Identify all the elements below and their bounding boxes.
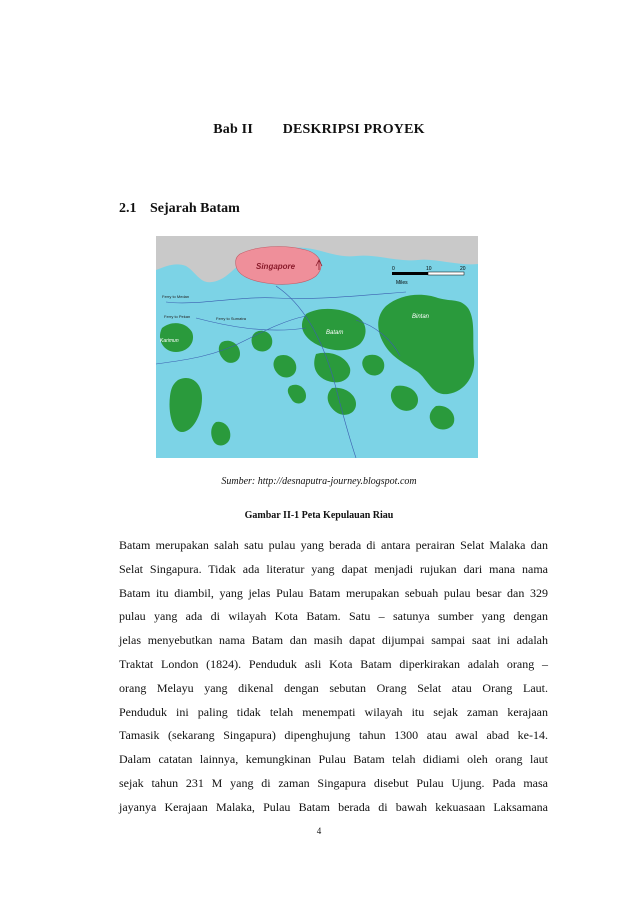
map-label-ferry-pekan: Ferry to Pekan [164,314,191,319]
paragraph-line: Dalam catatan lainnya, kemungkinan Pulau Batam telah didiami oleh orang laut [119,752,548,767]
paragraph-line: Batam itu diambil, yang jelas Pulau Batam merupakan sebuah pulau besar dan 329 [119,585,548,600]
body-paragraph [119,534,548,820]
paragraph-line: Penduduk ini paling tidak telah menempati wilayah itu sejak zaman kerajaan [119,704,548,719]
page-number: 4 [316,826,322,836]
map-scale-10: 10 [426,266,432,272]
riau-islands-map [156,236,478,458]
paragraph-line: Tamasik (sekarang Singapura) dipenghujung tahun 1300 atau awal abad ke-14. [119,728,548,743]
map-scale-unit: Miles [396,280,408,286]
paragraph-line: sejak tahun 231 M yang di zaman Singapura disebut Pulau Ujung. Pada masa [119,775,548,790]
map-label-singapore: Singapore [256,262,296,271]
paragraph-line: Selat Singapura. Tidak ada literatur yang dapat menjadi rujukan dari mana nama [119,561,548,576]
figure-source: Sumber: http://desnaputra-journey.blogspot.com [221,476,417,487]
map-scale-20: 20 [460,266,466,272]
section-heading [119,201,240,217]
section-number: 2.1 [119,201,137,216]
chapter-title: DESKRIPSI PROYEK [282,122,425,137]
map-label-ferry-medan: Ferry to Medan [162,294,190,299]
section-title: Sejarah Batam [150,201,240,216]
paragraph-line: pulau yang ada di wilayah Kota Batam. Satu – satunya sumber yang dengan [119,609,548,624]
map-label-ferry-sumatra: Ferry to Sumatra [216,316,247,321]
map-label-batam: Batam [326,330,344,336]
map-label-bintan: Bintan [412,314,430,320]
paragraph-line: Batam merupakan salah satu pulau yang berada di antara perairan Selat Malaka dan [119,538,548,552]
paragraph-line: jayanya Kerajaan Malaka, Pulau Batam berada di bawah kekuasaan Laksamana [119,799,548,814]
paragraph-line: orang Melayu yang dikenal dengan sebutan Orang Selat atau Orang Laut. [119,680,548,695]
map-scale-0: 0 [392,266,395,272]
map-label-karimun: Karimun [160,338,179,344]
paragraph-line: Traktat London (1824). Penduduk asli Kota Batam diperkirakan adalah orang – [119,656,548,671]
chapter-number: Bab II [213,122,253,137]
chapter-heading [0,122,638,138]
paragraph-line: jelas menyebutkan nama Batam dan masih dapat dijumpai sampai saat ini adalah [119,633,548,648]
figure-caption: Gambar II-1 Peta Kepulauan Riau [244,510,394,521]
